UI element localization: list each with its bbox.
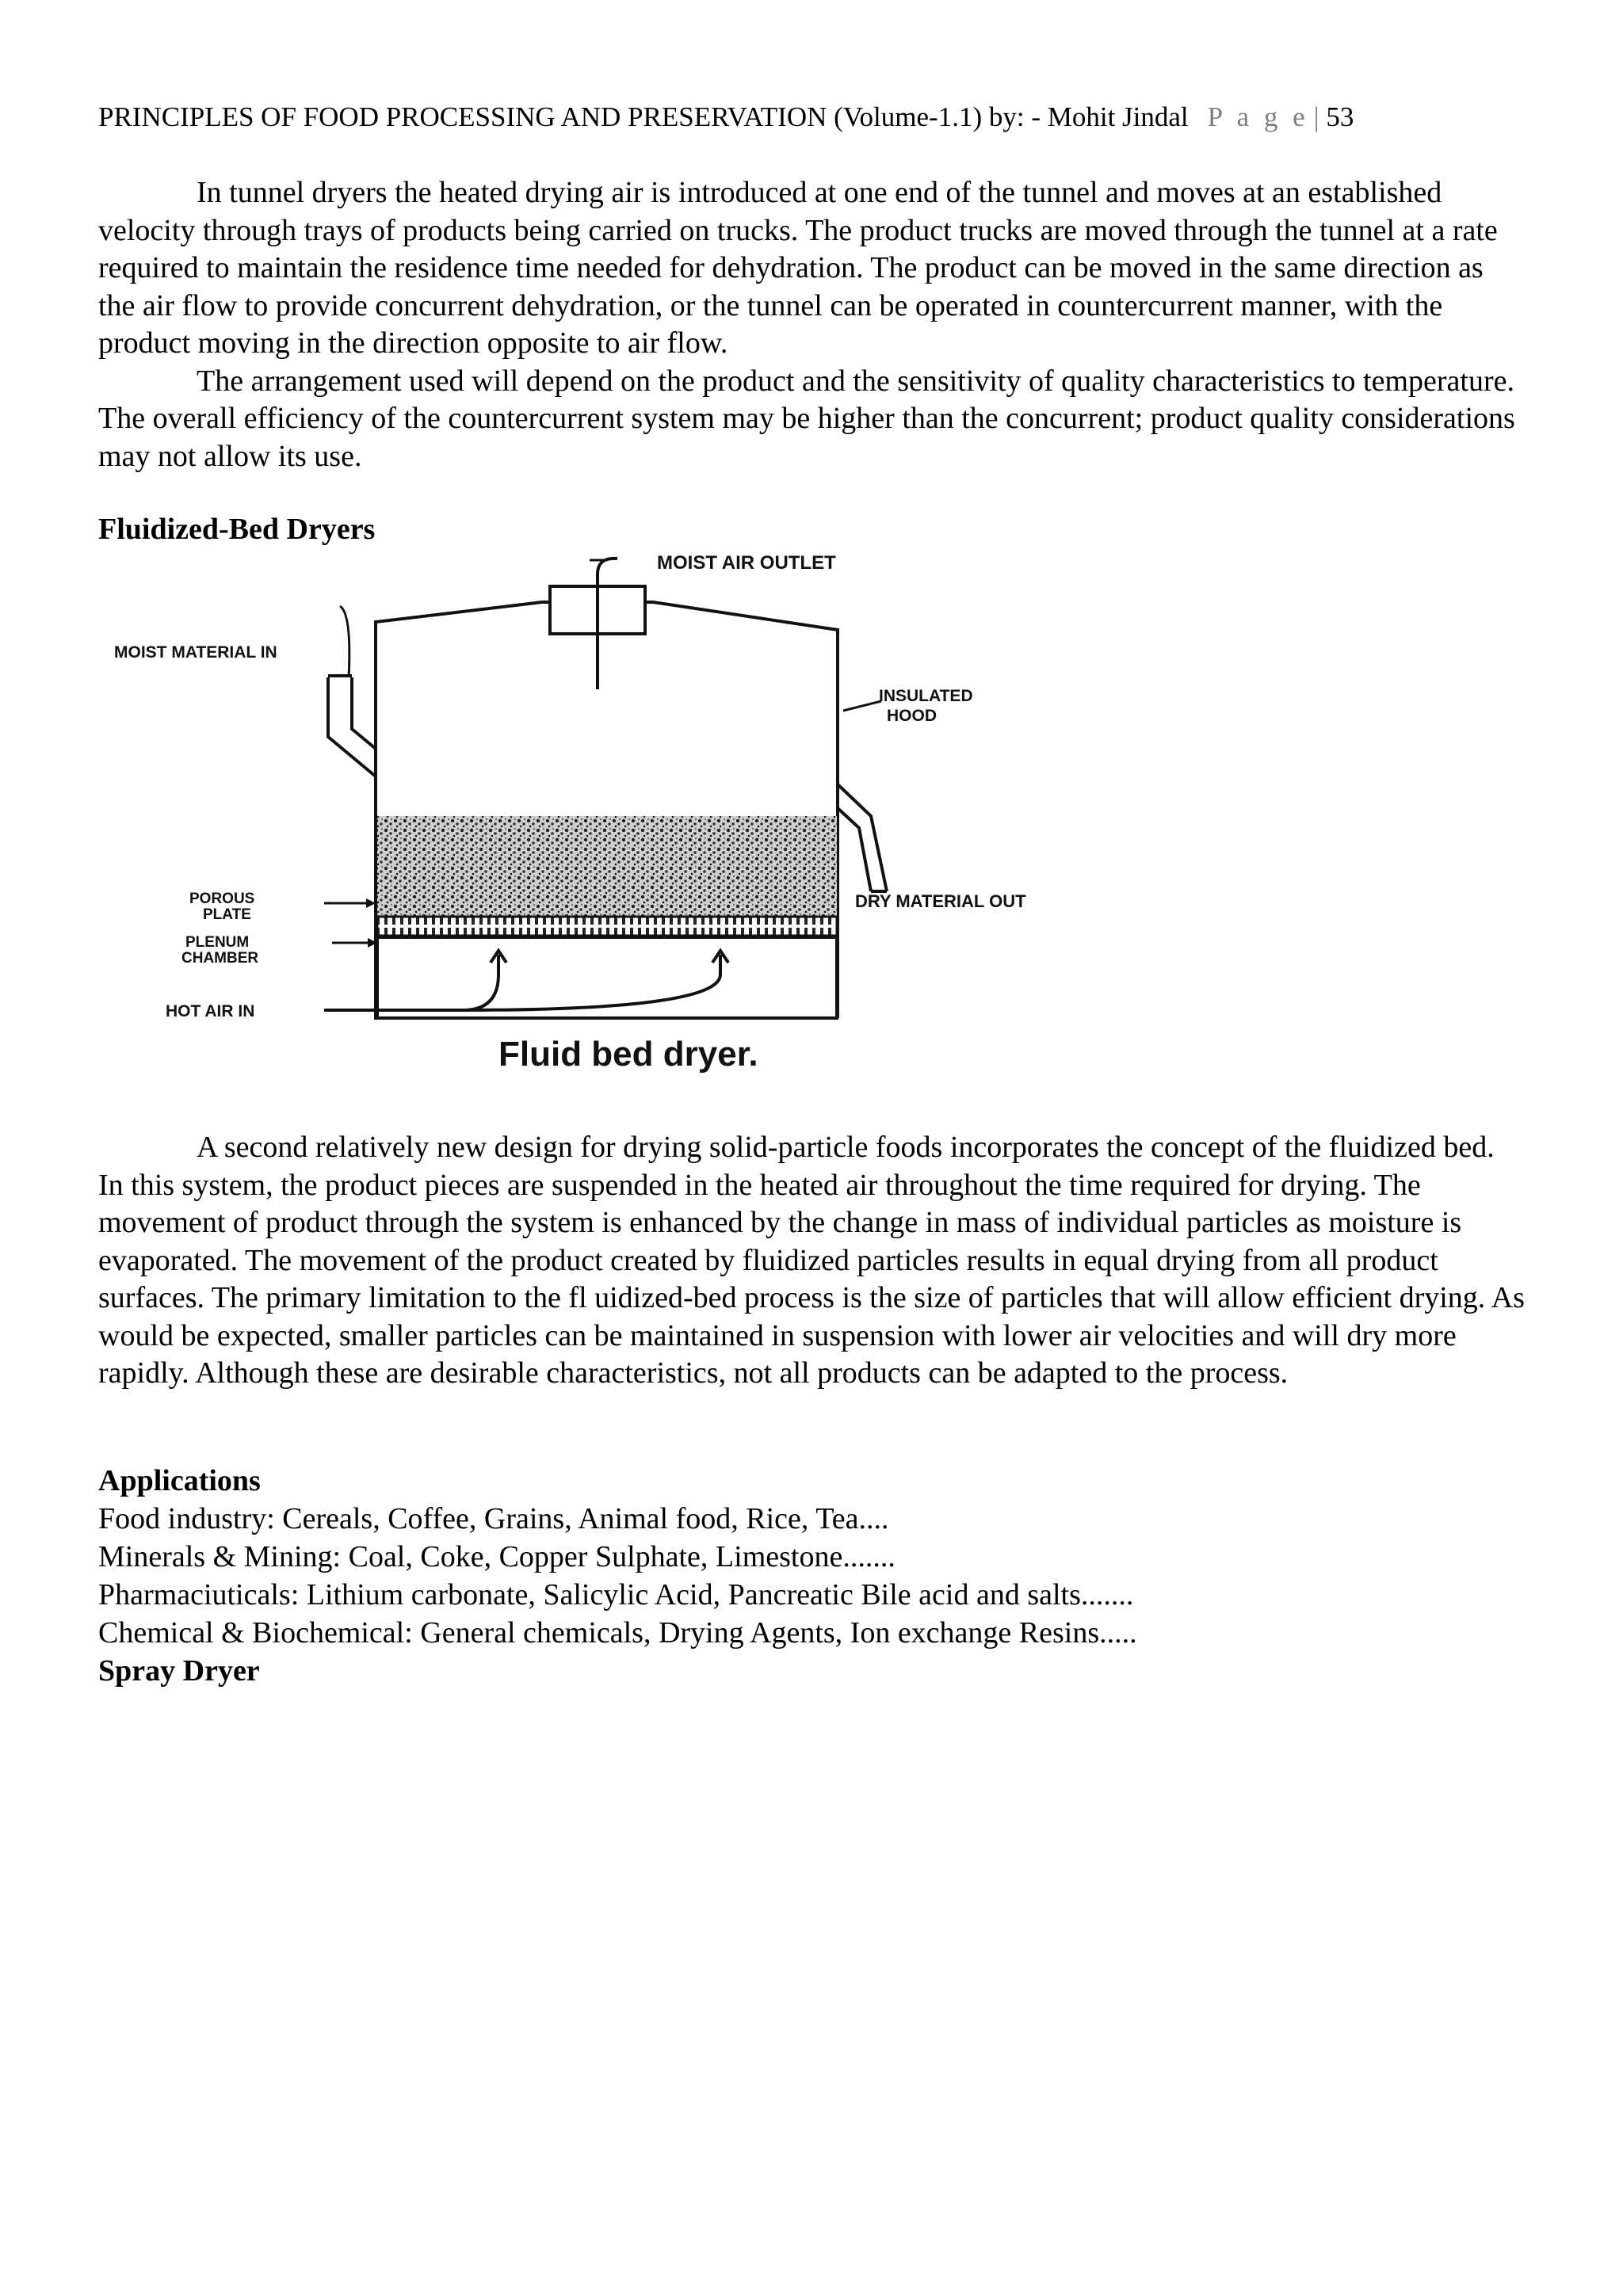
fluid-bed-dryer-diagram (98, 543, 1065, 1097)
label-insulated: INSULATED (879, 687, 973, 705)
label-hood: HOOD (887, 707, 937, 725)
application-food-industry: Food industry: Cereals, Coffee, Grains, Animal food, Rice, Tea.... (98, 1502, 889, 1535)
paragraph-arrangement: The arrangement used will depend on the product and the sensitivity of quality characteristics to temperature. The overall efficiency of the countercurrent system may be higher than the concurrent; product quality considerations may not allow its use. (98, 364, 1515, 473)
paragraph-tunnel-dryers: In tunnel dryers the heated drying air is introduced at one end of the tunnel and moves at an established velocity through trays of products being carried on trucks. The product trucks are moved through the tunnel at a rate required to maintain the residence time needed for dehydration. The product can be moved in the same direction as the air flow to provide concurrent dehydration, or the tunnel can be operated in countercurrent manner, with the product moving in the direction opposite to air flow. (98, 176, 1498, 360)
figure-caption: Fluid bed dryer. (498, 1035, 758, 1074)
label-moist-material-in: MOIST MATERIAL IN (114, 643, 277, 662)
fluidized-bed-text (98, 1129, 1525, 1393)
running-header (98, 98, 1354, 136)
applications-section (98, 1462, 1137, 1690)
header-title: PRINCIPLES OF FOOD PROCESSING AND PRESERVATION (Volume-1.1) by: - Mohit Jindal (98, 101, 1189, 132)
label-porous: POROUS (189, 891, 255, 907)
heading-spray-dryer: Spray Dryer (98, 1654, 260, 1688)
label-chamber: CHAMBER (181, 950, 259, 967)
heading-fluidized-bed-dryers: Fluidized-Bed Dryers (98, 513, 376, 546)
outlet-chute (838, 784, 887, 891)
porous-plate (377, 917, 837, 936)
inlet-chute (328, 606, 376, 776)
label-dry-material-out: DRY MATERIAL OUT (855, 891, 1026, 911)
label-plate: PLATE (203, 906, 251, 923)
moist-air-outlet-pipe (598, 559, 617, 689)
application-pharmaceuticals: Pharmaciuticals: Lithium carbonate, Salicylic Acid, Pancreatic Bile acid and salts....... (98, 1578, 1134, 1611)
heading-applications: Applications (98, 1464, 261, 1497)
fluid-bed-dryer-figure (98, 543, 1065, 1097)
label-plenum: PLENUM (185, 934, 250, 951)
application-minerals-mining: Minerals & Mining: Coal, Coke, Copper Sulphate, Limestone....... (98, 1540, 896, 1573)
product-bed (377, 816, 837, 919)
intro-text (98, 174, 1525, 475)
label-moist-air-outlet: MOIST AIR OUTLET (657, 552, 836, 574)
page-label: P a g e (1207, 101, 1309, 132)
page-number: 53 (1326, 101, 1354, 132)
page-separator: | (1313, 101, 1319, 132)
paragraph-fluidized-bed: A second relatively new design for drying solid-particle foods incorporates the concept of the fluidized bed. In this system, the product pieces are suspended in the heated air throughout the time required for drying. The movement of product through the system is enhanced by the change in mass of individual particles as moisture is evaporated. The movement of the product created by fluidized particles results in equal drying from all product surfaces. The primary limitation to the fl uidized-bed process is the size of particles that will allow efficient drying. As would be expected, smaller particles can be maintained in suspension with lower air velocities and will dry more rapidly. Although these are desirable characteristics, not all products can be adapted to the process. (98, 1131, 1525, 1390)
application-chemical-biochemical: Chemical & Biochemical: General chemicals, Drying Agents, Ion exchange Resins..... (98, 1616, 1137, 1650)
label-hot-air-in: HOT AIR IN (166, 1002, 255, 1020)
